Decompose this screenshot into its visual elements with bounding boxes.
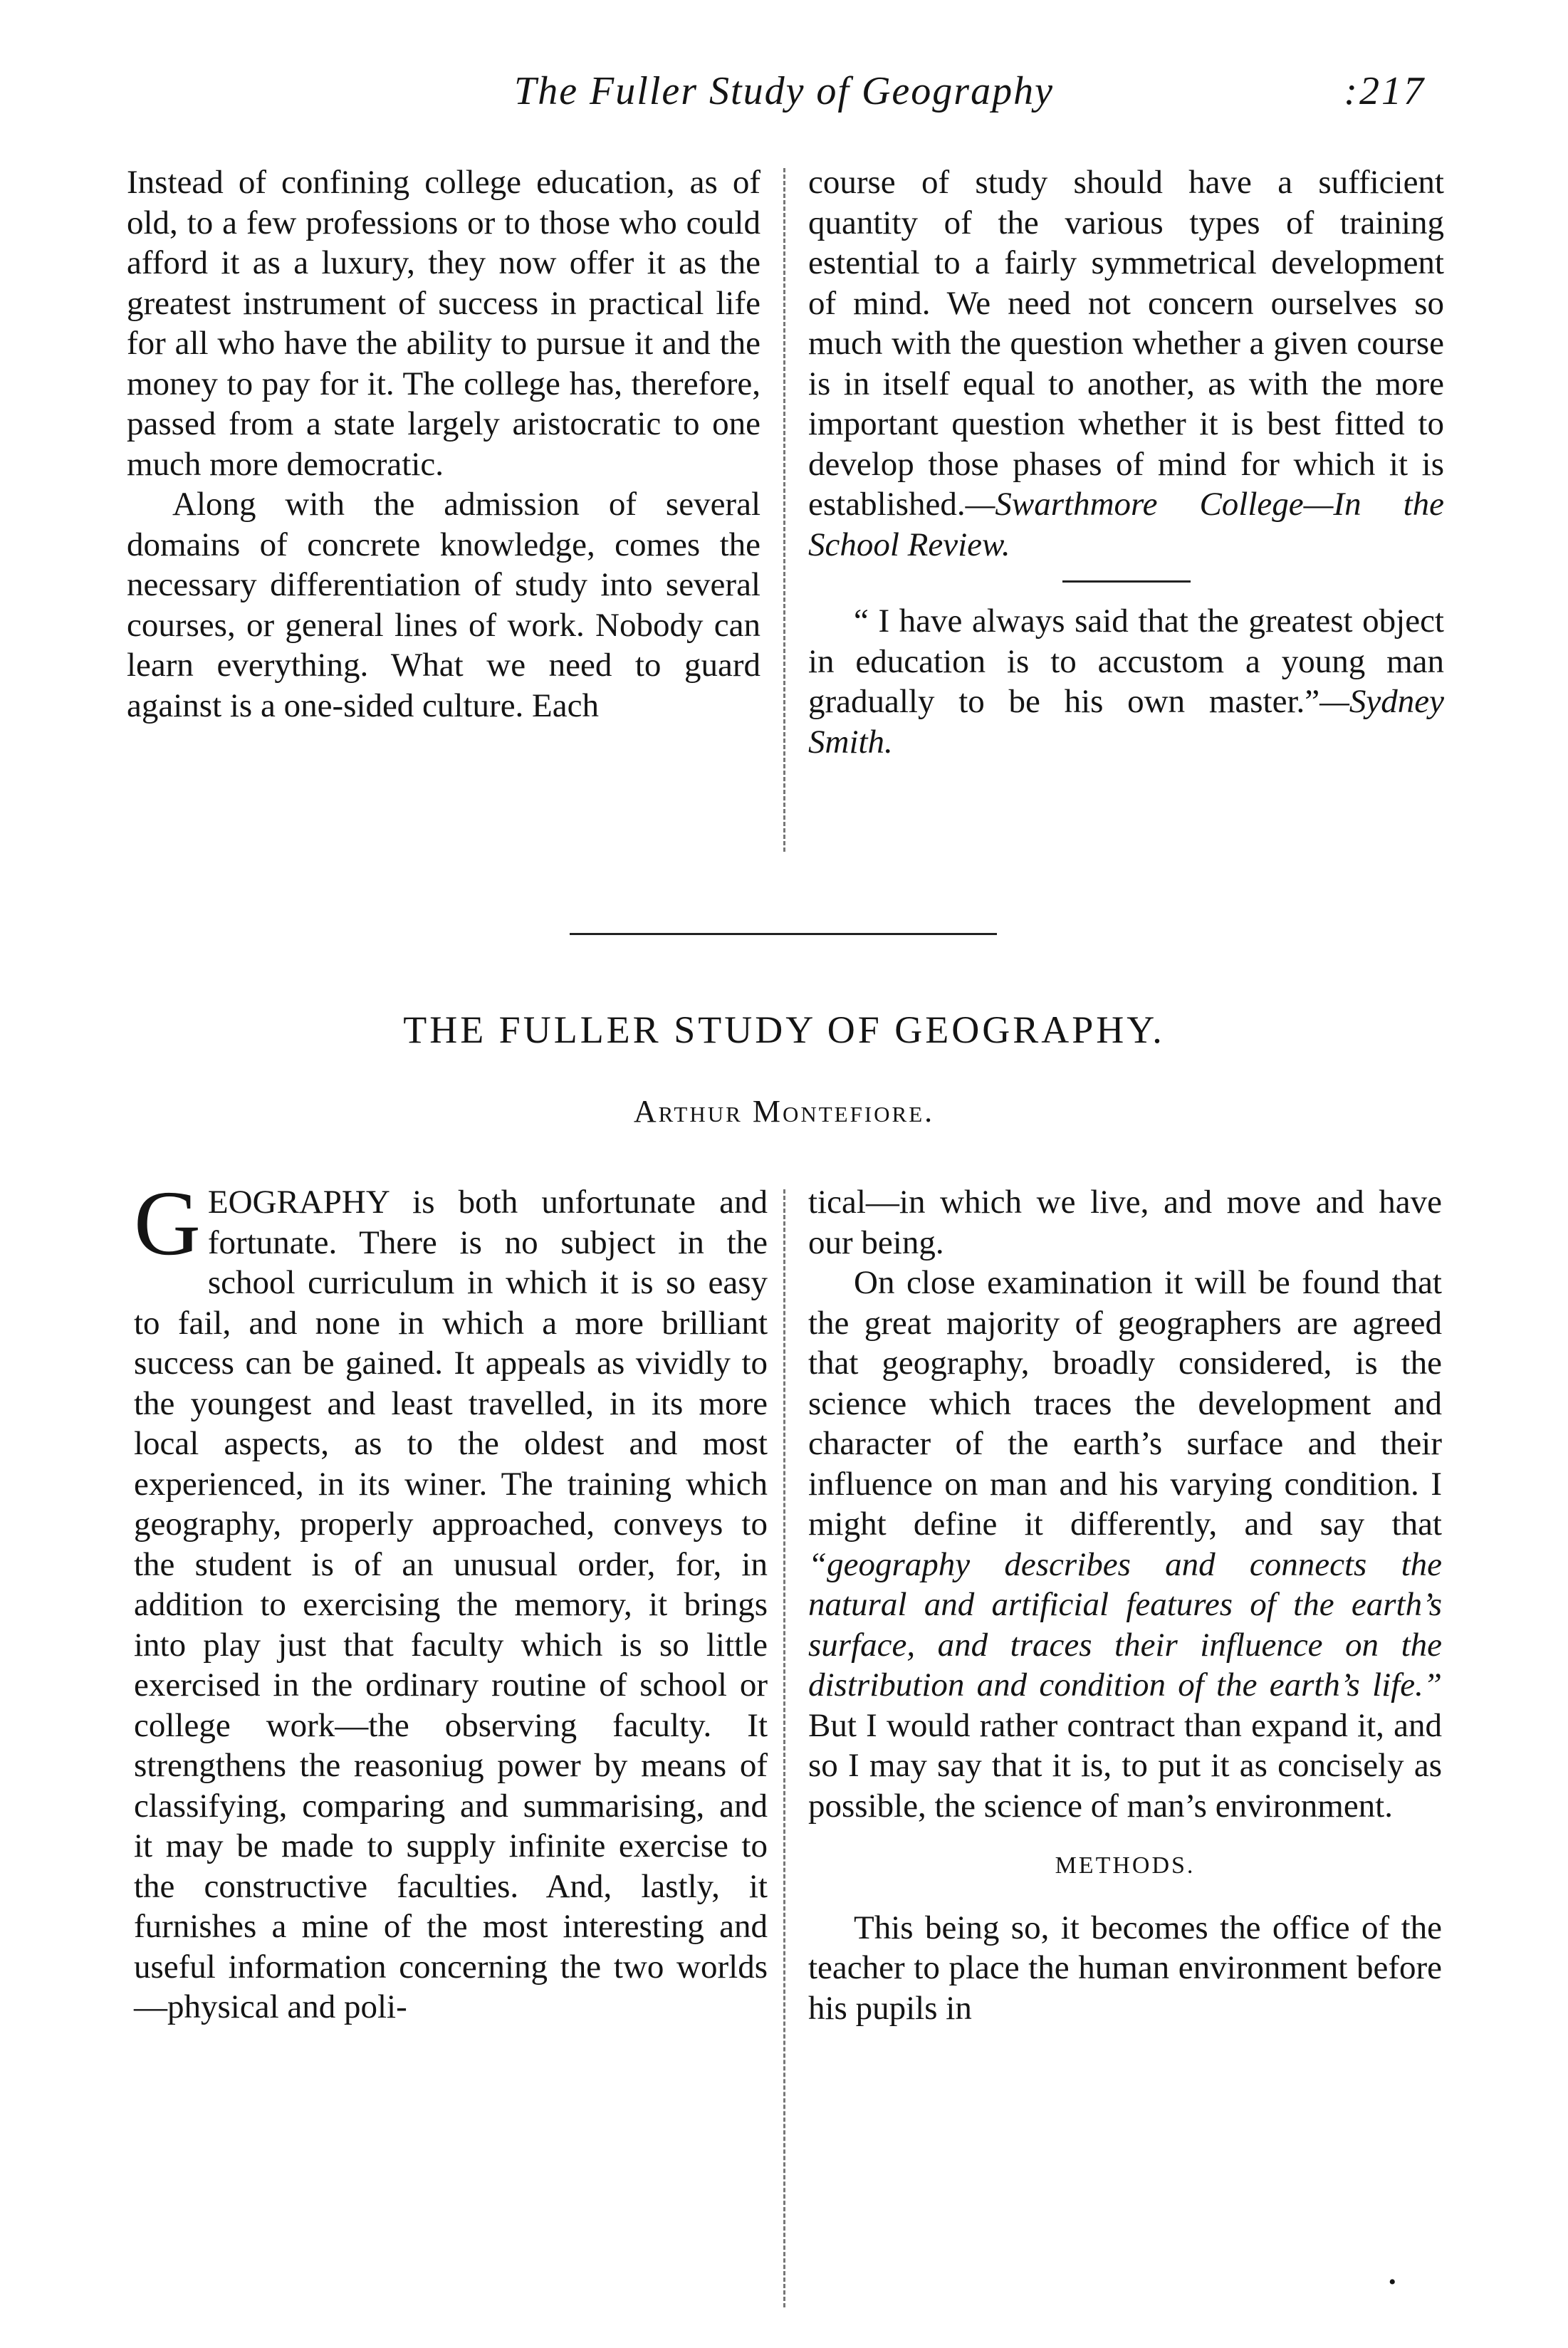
separator-rule xyxy=(1062,580,1191,583)
column-divider xyxy=(783,1189,785,2307)
paragraph-text: course of study should have a sufficient quantity of the various types of training estential to a fairly symmetrical development of mind. We need not concern ourselves so much with the question whether a given course is in itself equal to another, as with the more important question whether it is best fitted to develop those phases of mind for which it is established. xyxy=(808,164,1444,523)
definition-quote: “geography describes and connects the natural and artificial features of the earth’s surface, and traces their influence on the distribution and condition of the earth’s life.” xyxy=(808,1545,1442,1703)
section-rule xyxy=(570,933,997,935)
quote-attribution: —Sydney Smith. xyxy=(808,683,1444,761)
source-attribution: —Swarthmore College—In the School Review. xyxy=(808,486,1444,563)
paragraph-text: But I would rather contract than expand it, and so I may say that it is, to put it as concisely as possible, the science of man’s environment. xyxy=(808,1706,1442,1825)
drop-cap: G xyxy=(134,1172,201,1275)
quote-text: “ I have always said that the greatest object in education is to accustom a young man gradually to be his own master.” xyxy=(808,602,1444,720)
bottom-right-column xyxy=(808,1182,1442,2028)
running-head xyxy=(0,68,1568,125)
paragraph: tical—in which we live, and move and have our being. xyxy=(808,1184,1442,1261)
paragraph-text: EOGRAPHY is both unfortunate and fortunate. There is no subject in the school curriculum in which it is so easy to fail, and none in which a more brilliant success can be gained. It appeals as vividly to the youngest and least travelled, in its more local aspects, as to the oldest and most experienced, in its winer. The training which geography, properly approached, conveys to the student is of an unusual order, for, in addition to exercising the memory, it brings into play just that faculty which is so little exercised in the ordinary routine of school or college work—the observing faculty. It strengthens the reasoniug power by means of classifying, comparing and summarising, and it may be made to supply infinite exercise to the constructive faculties. And, lastly, it furnishes a mine of the most interesting and useful information concerning the two worlds—physical and poli- xyxy=(134,1184,768,2025)
paragraph xyxy=(134,1172,768,2028)
paragraph: Along with the admission of several domains of concrete knowledge, comes the necessary differentiation of study into several courses, or general lines of work. Nobody can learn everything. What we need to guard against is a one-sided culture. Each xyxy=(127,486,761,724)
page-number: :217 xyxy=(1344,69,1426,113)
top-right-column xyxy=(808,162,1444,762)
section-subheading: METHODS. xyxy=(1055,1852,1196,1879)
paragraph xyxy=(808,1263,1442,1826)
bottom-left-column xyxy=(134,1172,768,2028)
paragraph: Instead of confining college education, as of old, to a few professions or to those who could afford it as a luxury, they now offer it as the greatest instrument of success in practical life for all who have the ability to pursue it and the money to pay for it. The college has, therefore, passed from a state largely aristocratic to one much more democratic. xyxy=(127,164,761,483)
paragraph-text: On close examination it will be found that the great majority of geographers are agreed that geography, broadly considered, is the science which traces the development and character of the earth’s surface and their influence on man and his varying condition. I might define it differently, and say that xyxy=(808,1264,1442,1543)
top-left-column xyxy=(127,162,761,726)
running-title: The Fuller Study of Geography xyxy=(514,69,1054,113)
paragraph xyxy=(808,162,1444,565)
article-title: THE FULLER STUDY OF GEOGRAPHY. xyxy=(403,1008,1165,1051)
paragraph: This being so, it becomes the office of the teacher to place the human environment before his pupils in xyxy=(808,1909,1442,2027)
quote-paragraph xyxy=(808,601,1444,762)
print-mark: • xyxy=(1389,2270,1396,2294)
column-divider xyxy=(783,168,785,852)
article-author: Arthur Montefiore. xyxy=(633,1094,935,1129)
